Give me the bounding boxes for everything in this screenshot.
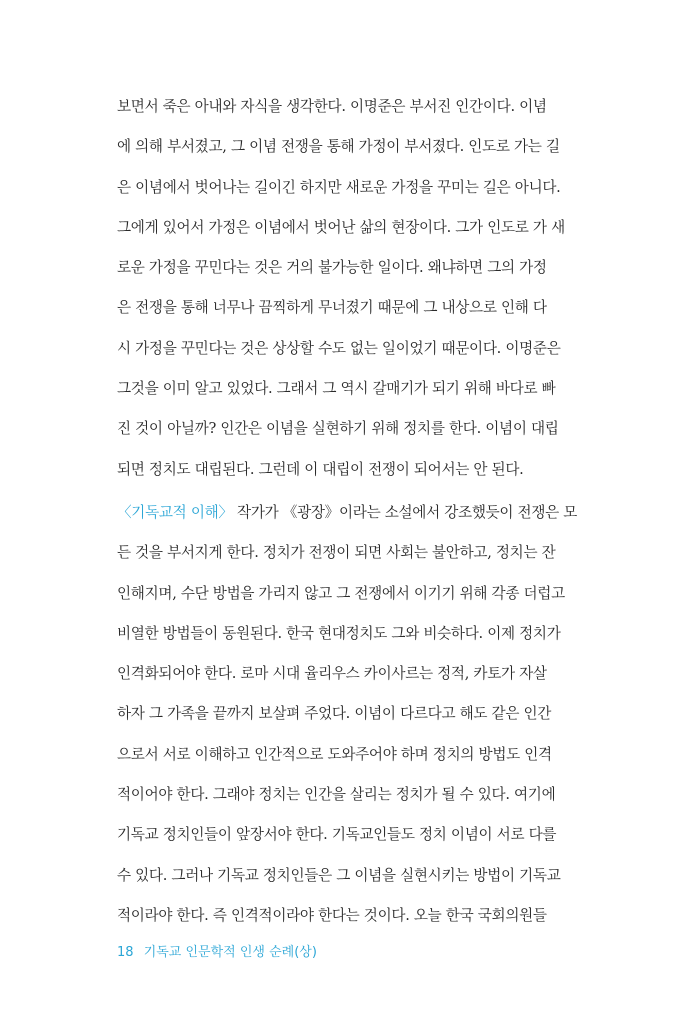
running-title: 기독교 인문학적 인생 순례(상) <box>143 945 317 960</box>
text-line: 은 이념에서 벗어나는 길이긴 하지만 새로운 가정을 꾸미는 길은 아니다. <box>117 178 561 196</box>
text-line: 그것을 이미 알고 있었다. 그래서 그 역시 갈매기가 되기 위해 바다로 빠 <box>117 380 556 398</box>
text-line: 으로서 서로 이해하고 인간적으로 도와주어야 하며 정치의 방법도 인격 <box>117 745 552 763</box>
text-line: 되면 정치도 대립된다. 그런데 이 대립이 전쟁이 되어서는 안 된다. <box>117 460 524 478</box>
text-line: 에 의해 부서졌고, 그 이념 전쟁을 통해 가정이 부서졌다. 인도로 가는 길 <box>117 138 560 156</box>
text-line: 비열한 방법들이 동원된다. 한국 현대정치도 그와 비슷하다. 이제 정치가 <box>117 624 561 642</box>
text-line: 그에게 있어서 가정은 이념에서 벗어난 삶의 현장이다. 그가 인도로 가 새 <box>117 218 565 236</box>
text-line: 든 것을 부서지게 한다. 정치가 전쟁이 되면 사회는 불안하고, 정치는 잔 <box>117 544 556 562</box>
page-footer <box>117 944 317 962</box>
text-line: 인해지며, 수단 방법을 가리지 않고 그 전쟁에서 이기기 위해 각종 더럽고 <box>117 584 565 602</box>
text-line: 보면서 죽은 아내와 자식을 생각한다. 이명준은 부서진 인간이다. 이념 <box>117 98 547 115</box>
text-line: 은 전쟁을 통해 너무나 끔찍하게 무너졌기 때문에 그 내상으로 인해 다 <box>117 299 547 317</box>
text-line: 시 가정을 꾸민다는 것은 상상할 수도 없는 일이었기 때문이다. 이명준은 <box>117 339 561 357</box>
paragraph-1 <box>117 87 587 490</box>
text-line: 기독교 정치인들이 앞장서야 한다. 기독교인들도 정치 이념이 서로 다를 <box>117 826 557 844</box>
text-line: 적이라야 한다. 즉 인격적이라야 한다는 것이다. 오늘 한국 국회의원들 <box>117 906 547 924</box>
text-line: 로운 가정을 꾸민다는 것은 거의 불가능한 일이다. 왜냐하면 그의 가정 <box>117 259 547 277</box>
text-line-rest: 작가가 《광장》이라는 소설에서 강조했듯이 전쟁은 모 <box>232 504 578 521</box>
page-number: 18 <box>117 945 134 960</box>
text-line: 하자 그 가족을 끝까지 보살펴 주었다. 이념이 다르다고 해도 같은 인간 <box>117 705 552 723</box>
text-line: 진 것이 아닐까? 인간은 이념을 실현하기 위해 정치를 한다. 이념이 대립 <box>117 420 559 438</box>
section-tag: 〈기독교적 이해〉 <box>117 504 233 521</box>
text-line: 수 있다. 그러나 기독교 정치인들은 그 이념을 실현시키는 방법이 기독교 <box>117 866 561 884</box>
text-line: 적이어야 한다. 그래야 정치는 인간을 살리는 정치가 될 수 있다. 여기에 <box>117 786 556 804</box>
text-line: 인격화되어야 한다. 로마 시대 율리우스 카이사르는 정적, 카토가 자살 <box>117 665 547 683</box>
paragraph-2 <box>117 493 587 936</box>
text-line-first <box>117 493 587 533</box>
